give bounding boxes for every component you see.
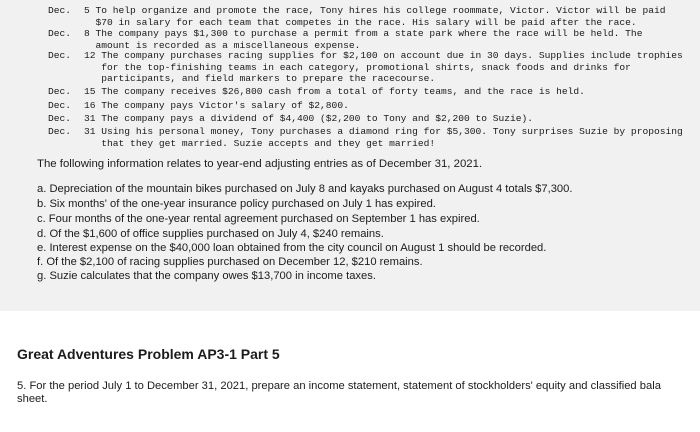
- transaction-date: Dec.: [48, 5, 72, 16]
- transaction-text: 31 Using his personal money, Tony purchases a diamond ring for $5,300. Tony surprises Suzie by proposing that they get married. Suzie accepts and they get married!: [84, 126, 683, 149]
- adjustment-item-b: b. Six months' of the one-year insurance policy purchased on July 1 has expired.: [37, 198, 436, 210]
- adjustment-item-g: g. Suzie calculates that the company owes $13,700 in income taxes.: [37, 270, 376, 282]
- transaction-date: Dec.: [48, 28, 72, 39]
- question-text: 5. For the period July 1 to December 31, 2021, prepare an income statement, statement of stockholders' equity and classified bala sheet.: [17, 380, 661, 405]
- adjustment-item-c: c. Four months of the one-year rental agreement purchased on September 1 has expired.: [37, 213, 480, 225]
- transaction-text: 5 To help organize and promote the race, Tony hires his college roommate, Victor. Victor will be paid $70 in salary for each team that competes in the race. His salary will be paid after the race.: [84, 5, 666, 28]
- transaction-text: 15 The company receives $26,800 cash from a total of forty teams, and the race is held.: [84, 86, 585, 97]
- adjustment-item-e: e. Interest expense on the $40,000 loan obtained from the city council on August 1 should be recorded.: [37, 242, 547, 254]
- transaction-text: 8 The company pays $1,300 to purchase a permit from a state park where the race will be held. The amount is recorded as a miscellaneous expense.: [84, 28, 643, 51]
- adjustment-item-f: f. Of the $2,100 of racing supplies purchased on December 12, $210 remains.: [37, 256, 423, 268]
- adjustment-item-a: a. Depreciation of the mountain bikes purchased on July 8 and kayaks purchased on August 4 totals $7,300.: [37, 183, 573, 195]
- adjustment-item-d: d. Of the $1,600 of office supplies purchased on July 4, $240 remains.: [37, 228, 384, 240]
- transaction-date: Dec.: [48, 113, 72, 124]
- transaction-text: 12 The company purchases racing supplies for $2,100 on account due in 30 days. Supplies include trophies for the top-finishing teams in each category, promotional shirts, snack foods and drinks for participants, and field markers to prepare the racecourse.: [84, 50, 683, 84]
- question-panel: [0, 311, 700, 432]
- problem-title: Great Adventures Problem AP3-1 Part 5: [17, 346, 280, 362]
- transaction-text: 16 The company pays Victor's salary of $2,800.: [84, 100, 349, 111]
- transaction-text: 31 The company pays a dividend of $4,400 ($2,200 to Tony and $2,200 to Suzie).: [84, 113, 534, 124]
- transaction-date: Dec.: [48, 86, 72, 97]
- transaction-date: Dec.: [48, 100, 72, 111]
- adjusting-entries-intro: The following information relates to year-end adjusting entries as of December 31, 2021.: [37, 158, 483, 170]
- transaction-date: Dec.: [48, 126, 72, 137]
- transaction-date: Dec.: [48, 50, 72, 61]
